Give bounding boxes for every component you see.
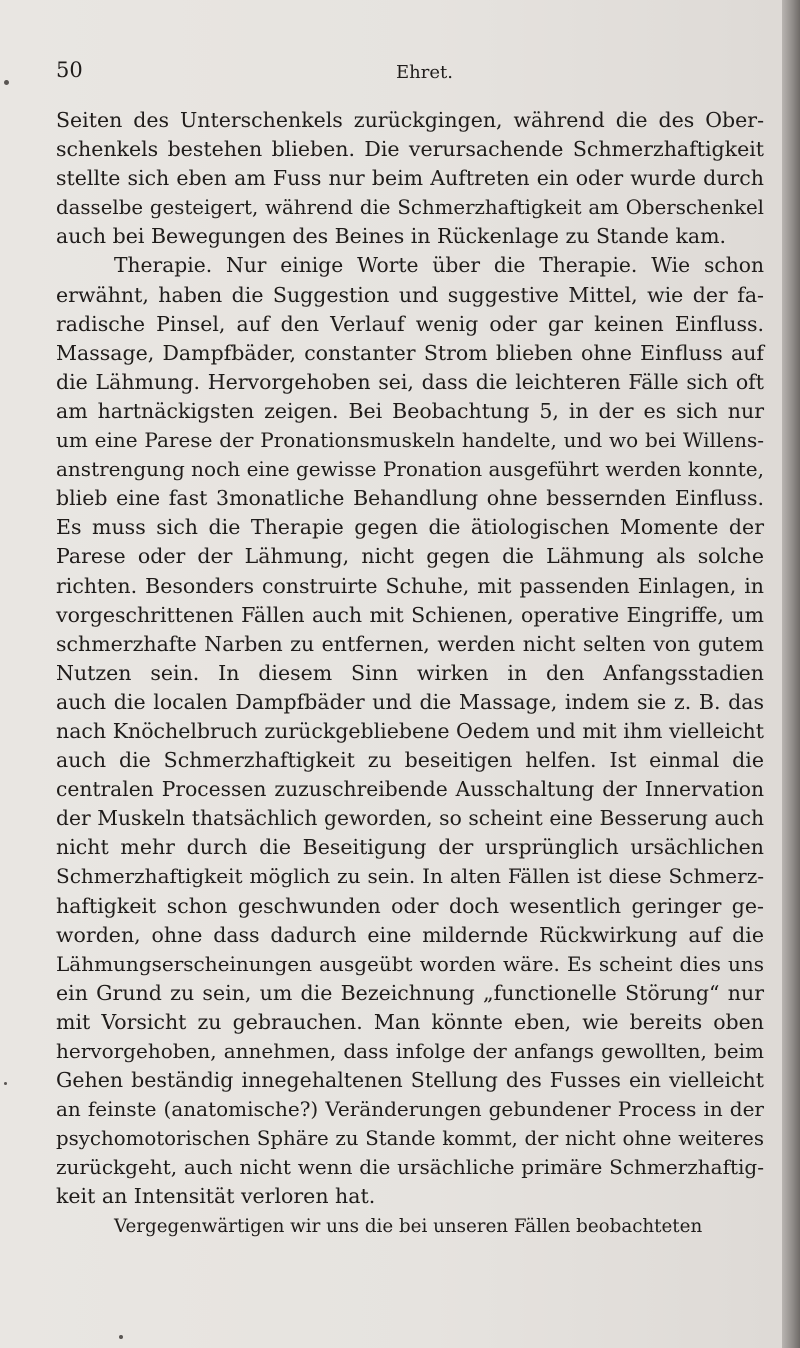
text-line: an feinste (anatomische?) Veränderungen gebundener Process in der [56, 1097, 764, 1122]
text-line: die Lähmung. Hervorgehoben sei, dass die leichteren Fälle sich oft [56, 369, 764, 394]
text-line: nicht mehr durch die Beseitigung der ursprünglich ursächlichen [56, 835, 764, 860]
speck-mark [4, 1082, 7, 1085]
text-line: keit an Intensität verloren hat. [56, 1184, 376, 1209]
text-line: centralen Processen zuzuschreibende Ausschaltung der Innervation [56, 777, 764, 802]
text-line: auch die localen Dampfbäder und die Massage, indem sie z. B. das [56, 689, 764, 714]
text-line: erwähnt, haben die Suggestion und suggestive Mittel, wie der fa- [56, 282, 764, 307]
body-text [56, 106, 764, 1241]
page-number: 50 [56, 58, 83, 82]
text-line: radische Pinsel, auf den Verlauf wenig oder gar keinen Einfluss. [56, 311, 764, 336]
text-line: Vergegenwärtigen wir uns die bei unseren Fällen beobachteten [114, 1215, 703, 1237]
text-line: vorgeschrittenen Fällen auch mit Schienen, operative Eingriffe, um [56, 602, 764, 627]
text-line: Schmerzhaftigkeit möglich zu sein. In alten Fällen ist diese Schmerz- [56, 864, 764, 889]
text-line: haftigkeit schon geschwunden oder doch wesentlich geringer ge- [56, 893, 764, 918]
text-line: Lähmungserscheinungen ausgeübt worden wäre. Es scheint dies uns [56, 951, 764, 976]
text-line: mit Vorsicht zu gebrauchen. Man könnte eben, wie bereits oben [56, 1009, 764, 1034]
text-line: Es muss sich die Therapie gegen die ätiologischen Momente der [56, 515, 764, 540]
text-line: schenkels bestehen blieben. Die verursachende Schmerzhaftigkeit [56, 137, 764, 162]
text-line: stellte sich eben am Fuss nur beim Auftreten ein oder wurde durch [56, 166, 764, 191]
text-line: richten. Besonders construirte Schuhe, mit passenden Einlagen, in [56, 573, 764, 598]
text-line: Therapie. Nur einige Worte über die Therapie. Wie schon [114, 253, 764, 278]
text-line: Massage, Dampfbäder, constanter Strom blieben ohne Einfluss auf [56, 340, 764, 365]
page-header [56, 58, 756, 88]
text-line: Nutzen sein. In diesem Sinn wirken in den Anfangsstadien [56, 660, 764, 685]
text-line: Seiten des Unterschenkels zurückgingen, während die des Ober- [56, 108, 764, 132]
text-line: ein Grund zu sein, um die Bezeichnung „functionelle Störung“ nur [56, 980, 764, 1005]
text-line: um eine Parese der Pronationsmuskeln handelte, und wo bei Willens- [56, 428, 764, 453]
text-line: auch bei Bewegungen des Beines in Rückenlage zu Stande kam. [56, 224, 727, 249]
text-line: der Muskeln thatsächlich geworden, so scheint eine Besserung auch [56, 806, 764, 831]
text-line: am hartnäckigsten zeigen. Bei Beobachtung 5, in der es sich nur [56, 398, 764, 423]
text-line: anstrengung noch eine gewisse Pronation ausgeführt werden konnte, [56, 457, 764, 482]
text-line: blieb eine fast 3monatliche Behandlung ohne bessernden Einfluss. [56, 486, 764, 511]
text-line: schmerzhafte Narben zu entfernen, werden nicht selten von gutem [56, 631, 764, 656]
text-line: dasselbe gesteigert, während die Schmerzhaftigkeit am Oberschenkel [56, 196, 764, 220]
speck-mark [4, 80, 9, 85]
running-head: Ehret. [396, 62, 453, 83]
speck-mark [119, 1335, 123, 1339]
text-line: hervorgehoben, annehmen, dass infolge der anfangs gewollten, beim [56, 1039, 764, 1063]
text-line: nach Knöchelbruch zurückgebliebene Oedem und mit ihm vielleicht [56, 718, 764, 743]
text-line: Parese oder der Lähmung, nicht gegen die Lähmung als solche [56, 544, 764, 569]
page-edge [782, 0, 800, 1348]
text-line: Gehen beständig innegehaltenen Stellung des Fusses ein vielleicht [56, 1068, 764, 1093]
text-line: psychomotorischen Sphäre zu Stande kommt, der nicht ohne weiteres [56, 1127, 764, 1151]
text-line: auch die Schmerzhaftigkeit zu beseitigen helfen. Ist einmal die [56, 748, 764, 773]
text-line: zurückgeht, auch nicht wenn die ursächliche primäre Schmerzhaftig- [56, 1155, 764, 1180]
text-line: worden, ohne dass dadurch eine mildernde Rückwirkung auf die [56, 922, 764, 947]
